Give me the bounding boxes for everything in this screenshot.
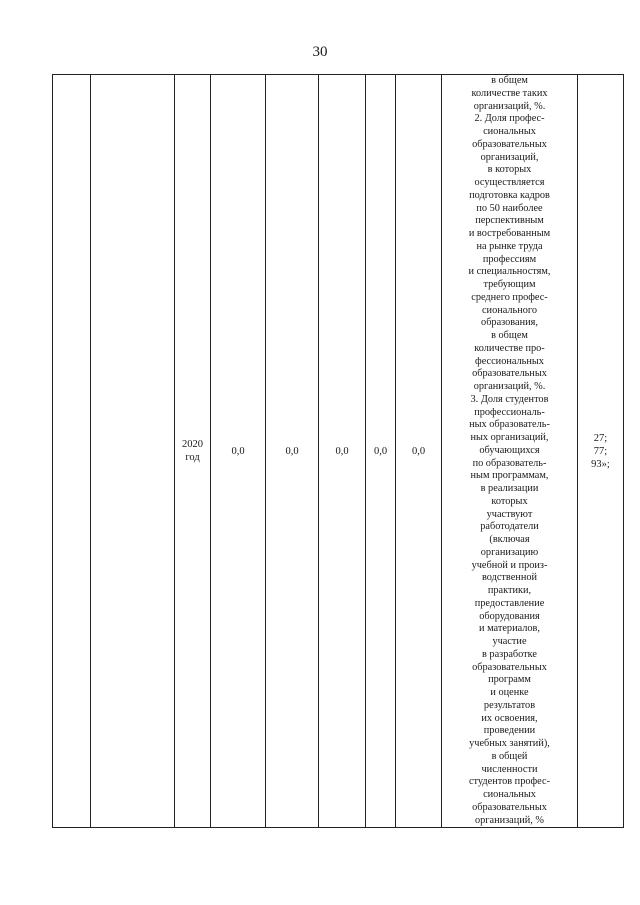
refs-cell bbox=[578, 75, 624, 828]
indicators-cell bbox=[442, 75, 578, 828]
indicators-text: в общем количестве таких организаций, %. 2. Доля профес- сиональных образовательных организаций, в которых осуществляется подготовка кадров по 50 наиболее перспективным и востребованным на рынке труда профессиям и специальностям, требующим среднего профес- сионального образования, в общем количестве про- фессиональных образовательных организаций, %. 3. Доля студентов профессиональ- ных образователь- ных организаций, обучающихся по образователь- ным программам, в реализации которых участвуют работодатели (включая организацию учебной и произ- водственной практики, предоставление оборудования и материалов, участие в разработке образовательных программ и оценке результатов их освоения, проведении учебных занятий), в общей численности студентов профес- сиональных образовательных организаций, % bbox=[468, 75, 551, 826]
value-5: 0,0 bbox=[411, 445, 426, 457]
program-table bbox=[52, 74, 624, 828]
value-cell-1 bbox=[211, 75, 266, 828]
refs-text: 27; 77; 93»; bbox=[591, 432, 610, 470]
value-cell-3 bbox=[319, 75, 366, 828]
year-label: 2020 год bbox=[182, 439, 203, 464]
value-3: 0,0 bbox=[335, 445, 349, 457]
empty-cell-2 bbox=[91, 75, 175, 828]
year-cell bbox=[175, 75, 211, 828]
value-1: 0,0 bbox=[231, 445, 245, 457]
value-4: 0,0 bbox=[373, 445, 388, 457]
empty-cell-1 bbox=[53, 75, 91, 828]
value-cell-2 bbox=[266, 75, 319, 828]
table-row bbox=[53, 75, 624, 828]
value-cell-5 bbox=[396, 75, 442, 828]
value-2: 0,0 bbox=[285, 445, 299, 457]
value-cell-4 bbox=[366, 75, 396, 828]
page-number: 30 bbox=[312, 44, 328, 60]
